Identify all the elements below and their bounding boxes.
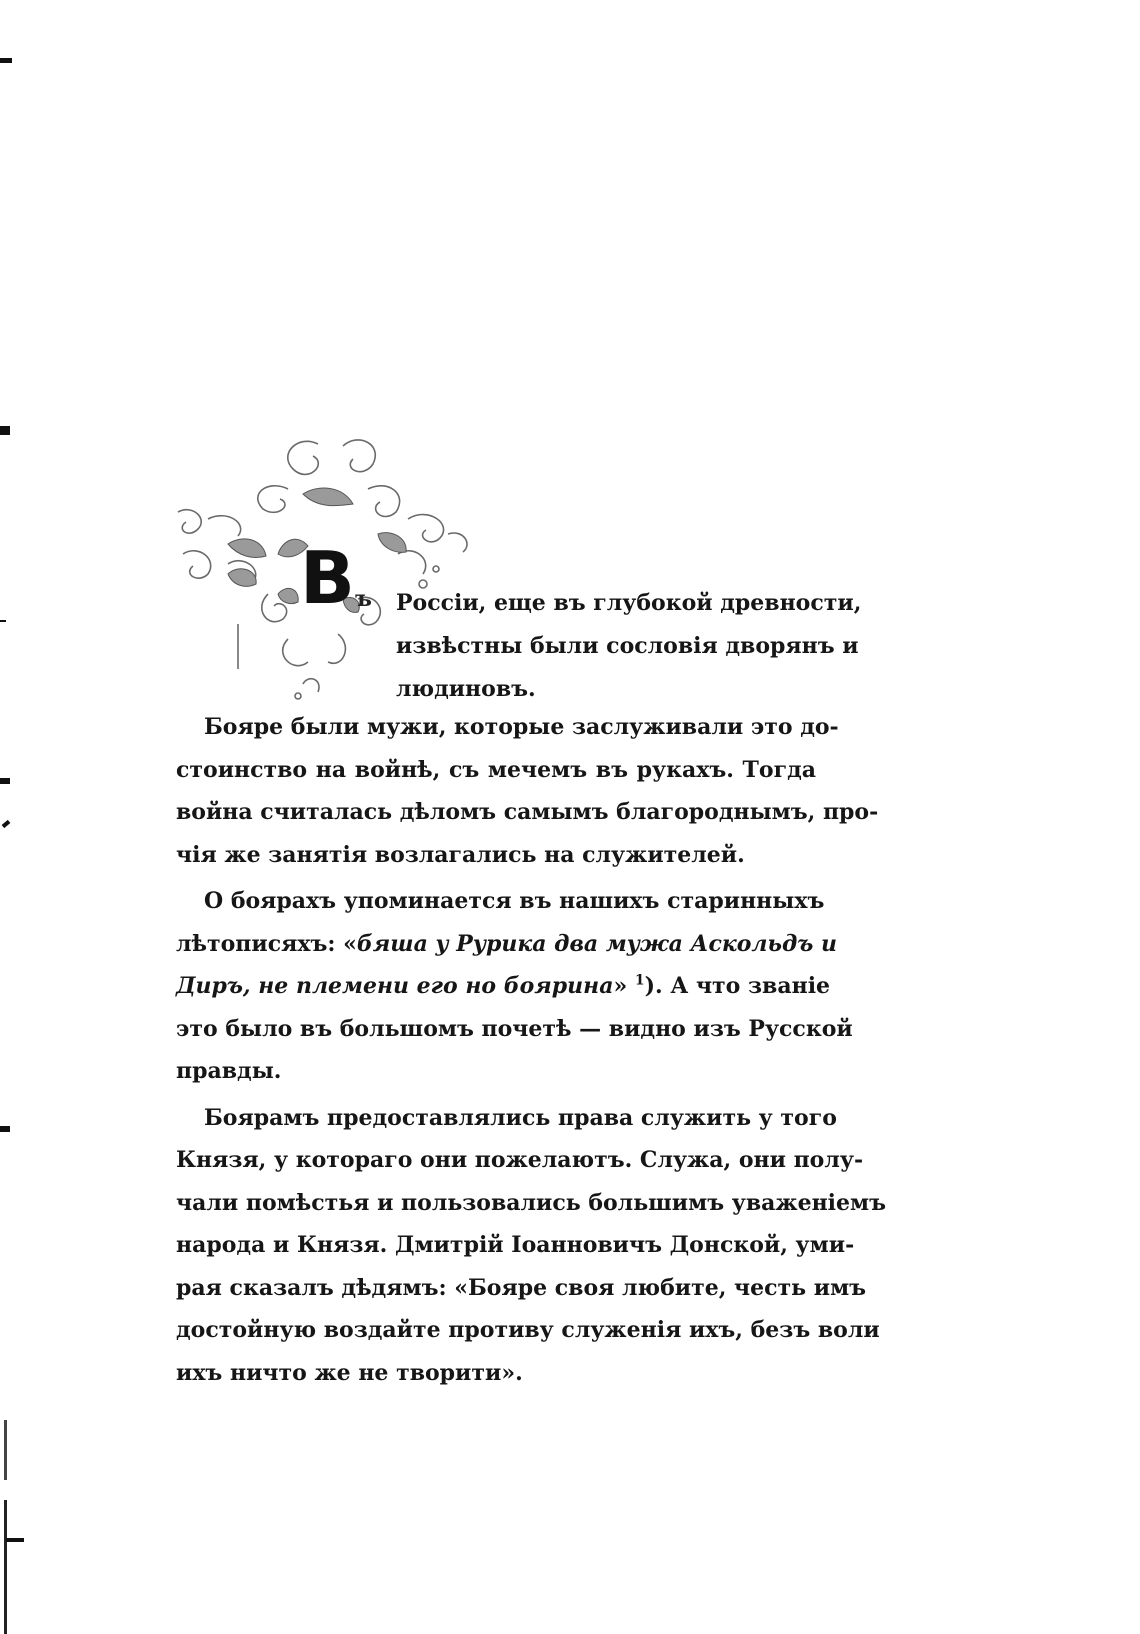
drop-cap [300, 536, 355, 620]
scan-edge-mark [0, 1126, 10, 1132]
text-line: правды. [176, 1058, 282, 1084]
text-line: О боярахъ упоминается въ нашихъ старинныхъ [204, 888, 825, 914]
scan-edge-mark [0, 426, 10, 435]
body-text [176, 706, 887, 1398]
scan-edge-mark [0, 778, 10, 784]
text-line: война считалась дѣломъ самымъ благороднымъ, про- [176, 799, 879, 825]
text-line: Боярамъ предоставлялись права служить у того [204, 1104, 837, 1131]
opening-line: людиновъ. [396, 676, 536, 702]
quote-italic: бяша у Рурика два мужа Аскольдъ и [356, 930, 837, 957]
scan-edge-mark [4, 1420, 7, 1480]
paragraph-3 [176, 1097, 887, 1395]
scan-edge-mark [0, 620, 6, 622]
scan-edge-mark [0, 58, 12, 63]
text-span: ). А что званіе [644, 973, 831, 999]
text-line [176, 965, 831, 1008]
scan-edge-mark [6, 1538, 24, 1542]
text-line: народа и Князя. Дмитрій Іоанновичъ Донской, уми- [176, 1232, 855, 1258]
opening-lines [396, 582, 862, 711]
text-line: это было въ большомъ почетѣ — видно изъ Русской [176, 1015, 853, 1042]
text-line: стоинство на войнѣ, съ мечемъ въ рукахъ. Тогда [176, 756, 816, 783]
paragraph-2 [176, 880, 853, 1093]
footnote-marker[interactable]: 1 [634, 972, 645, 989]
text-line: ихъ ничто же не творити». [176, 1359, 523, 1386]
scan-edge-mark [4, 1500, 7, 1634]
scan-edge-mark [2, 820, 11, 828]
text-line: рая сказалъ дѣдямъ: «Бояре своя любите, честь имъ [176, 1274, 867, 1301]
text-line: чія же занятія возлагались на служителей. [176, 841, 745, 868]
text-line [176, 923, 837, 966]
text-line: Бояре были мужи, которые заслуживали это до- [204, 714, 839, 740]
text-line: Князя, у котораго они пожелаютъ. Служа, они полу- [176, 1147, 864, 1173]
text-line: чали помѣстья и пользовались большимъ уваженіемъ [176, 1189, 887, 1216]
opening-line: Россіи, еще въ глубокой древности, [396, 590, 862, 616]
opening-line: извѣстны были сословія дворянъ и [396, 633, 859, 659]
drop-cap-letter: В [300, 536, 355, 620]
drop-cap-tail: ъ [355, 586, 372, 612]
text-span: » [613, 973, 635, 999]
text-line: достойную воздайте противу служенія ихъ, безъ воли [176, 1317, 880, 1343]
paragraph-1 [176, 706, 879, 876]
quote-italic: Диръ, не племени его но боярина [176, 973, 614, 999]
text-span: лѣтописяхъ: « [176, 930, 357, 957]
